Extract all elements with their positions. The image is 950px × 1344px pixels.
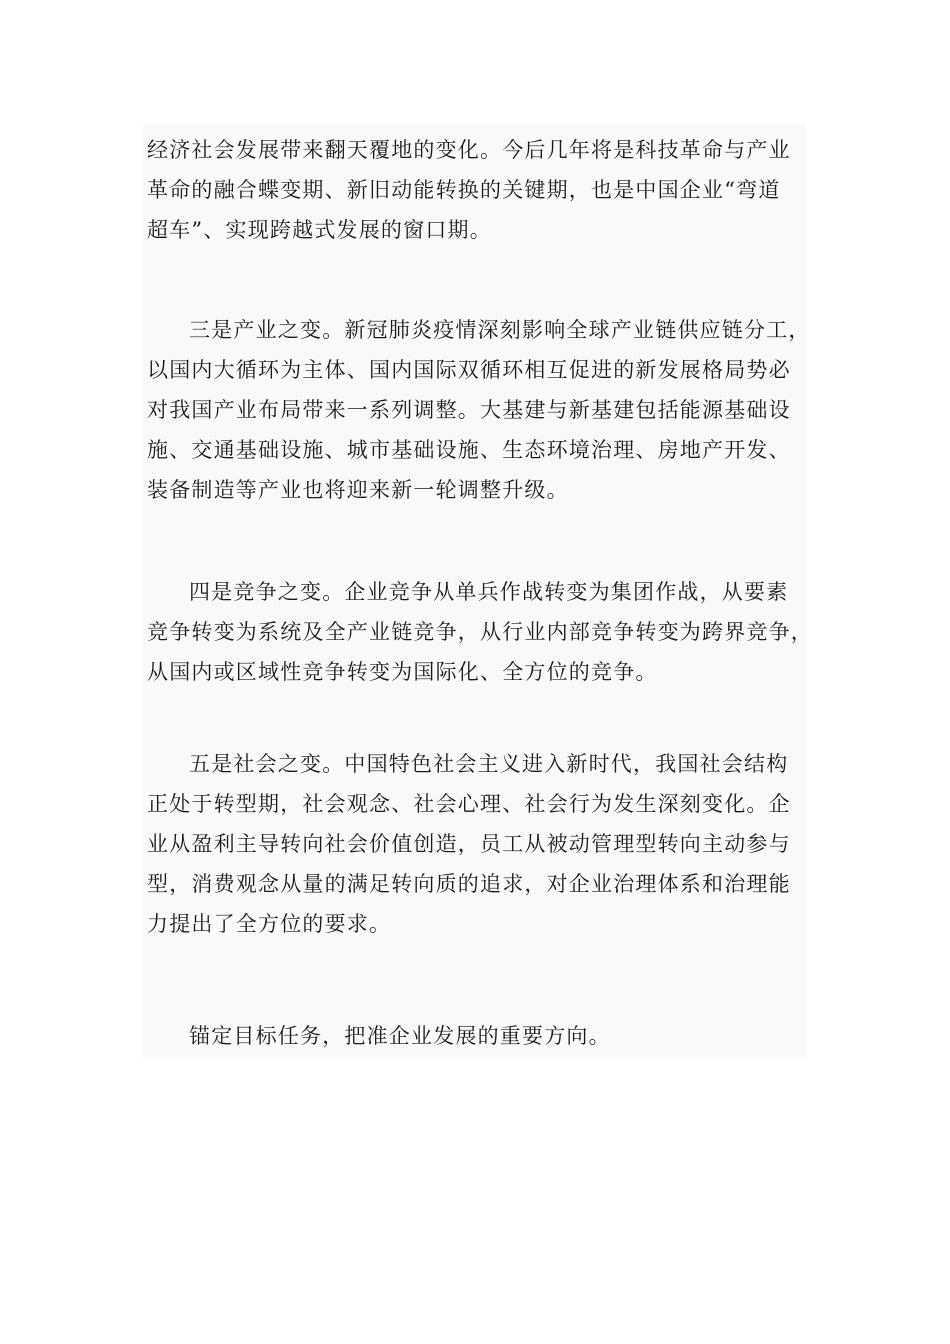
paragraph-competition-change <box>147 572 813 692</box>
text-line: 装备制造等产业也将迎来新一轮调整升级。 <box>147 478 569 502</box>
paragraph-social-change <box>147 744 798 944</box>
text-line: 锚定目标任务，把准企业发展的重要方向。 <box>189 1024 611 1048</box>
text-line: 三是产业之变。新冠肺炎疫情深刻影响全球产业链供应链分工， <box>189 318 811 342</box>
text-line: 业从盈利主导转向社会价值创造，员工从被动管理型转向主动参与 <box>147 832 791 856</box>
text-line: 型，消费观念从量的满足转向质的追求，对企业治理体系和治理能 <box>147 872 791 896</box>
paragraph-economic-change <box>147 130 798 250</box>
paragraph-industry-change <box>147 310 811 510</box>
text-line: 对我国产业布局带来一系列调整。大基建与新基建包括能源基础设 <box>147 398 791 422</box>
text-line: 四是竞争之变。企业竞争从单兵作战转变为集团作战，从要素 <box>189 580 789 604</box>
text-line: 从国内或区域性竞争转变为国际化、全方位的竞争。 <box>147 660 658 684</box>
text-line: 经济社会发展带来翻天覆地的变化。今后几年将是科技革命与产业 <box>147 138 791 162</box>
text-line: 以国内大循环为主体、国内国际双循环相互促进的新发展格局势必 <box>147 358 791 382</box>
paragraph-target-tasks <box>147 1016 798 1056</box>
text-line: 力提出了全方位的要求。 <box>147 912 392 936</box>
text-line: 五是社会之变。中国特色社会主义进入新时代，我国社会结构 <box>189 752 789 776</box>
text-line: 超车”、实现跨越式发展的窗口期。 <box>147 218 492 242</box>
text-line: 竞争转变为系统及全产业链竞争，从行业内部竞争转变为跨界竞争， <box>147 620 813 644</box>
body-text-block <box>143 124 813 1059</box>
text-line: 正处于转型期，社会观念、社会心理、社会行为发生深刻变化。企 <box>147 792 791 816</box>
text-line: 施、交通基础设施、城市基础设施、生态环境治理、房地产开发、 <box>147 438 791 462</box>
text-line: 革命的融合蝶变期、新旧动能转换的关键期，也是中国企业“弯道 <box>147 178 781 202</box>
